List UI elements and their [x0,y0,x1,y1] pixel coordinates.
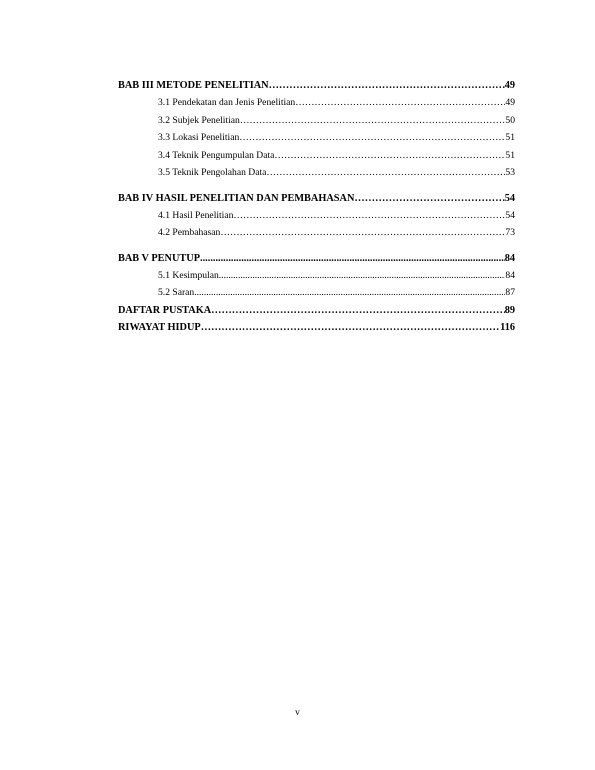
dot-leader [240,115,506,126]
dot-leader [200,253,505,264]
toc-entry-page: 54 [504,192,515,204]
toc-entry-title: RIWAYAT HIDUP [118,321,201,333]
toc-entry-4-1[interactable] [118,210,515,228]
dot-leader [201,322,500,333]
dot-leader [219,270,506,281]
toc-entry-page: 50 [505,114,515,126]
toc-entry-title: 3.1 Pendekatan dan Jenis Penelitian [158,97,296,108]
toc-entry-page: 51 [505,149,515,161]
toc-entry-3-4[interactable] [118,150,515,168]
section-spacer [118,185,515,193]
toc-entry-title: BAB V PENUTUP [118,252,201,264]
toc-entry-riwayat-hidup[interactable] [118,322,515,339]
toc-entry-title: 3.5 Teknik Pengolahan Data [158,167,267,178]
toc-entry-4-2[interactable] [118,227,515,245]
toc-entry-page: 87 [505,287,515,298]
toc-entry-page: 116 [500,321,515,333]
toc-entry-daftar-pustaka[interactable] [118,305,515,322]
toc-entry-title: BAB IV HASIL PENELITIAN DAN PEMBAHASAN [118,192,355,204]
toc-entry-page: 54 [505,209,515,221]
toc-entry-bab3[interactable] [118,80,515,97]
toc-entry-title: 4.1 Hasil Penelitian [158,209,234,221]
toc-entry-title: 3.3 Lokasi Penelitian [158,132,240,143]
dot-leader [233,210,505,221]
toc-entry-page: 49 [505,97,515,108]
toc-entry-title: DAFTAR PUSTAKA [118,304,212,316]
toc-entry-title: 3.4 Teknik Pengumpulan Data [158,149,275,161]
toc-entry-5-1[interactable] [118,270,515,288]
toc-entry-title: 5.2 Saran [158,287,195,298]
toc-entry-title: BAB III METODE PENELITIAN [118,80,269,91]
toc-entry-3-5[interactable] [118,167,515,185]
page-number: v [295,708,300,718]
dot-leader [274,150,505,161]
toc-entry-5-2[interactable] [118,287,515,305]
dot-leader [266,167,505,178]
toc-entry-page: 84 [505,269,515,281]
toc-entry-page: 49 [504,80,515,91]
toc-entry-title: 5.1 Kesimpulan [158,269,219,281]
toc-entry-page: 89 [504,304,515,316]
toc-entry-3-1[interactable] [118,97,515,115]
toc-entry-bab5[interactable] [118,253,515,270]
dot-leader [239,132,505,143]
dot-leader [269,80,505,91]
dot-leader [354,193,504,204]
dot-leader [211,305,505,316]
toc-entry-3-2[interactable] [118,115,515,133]
section-spacer [118,245,515,253]
toc-entry-title: 3.2 Subjek Penelitian [158,114,240,126]
table-of-contents [118,80,515,339]
dot-leader [220,227,505,238]
toc-entry-page: 51 [505,132,515,143]
dot-leader [194,287,505,298]
dot-leader [295,97,505,108]
toc-entry-page: 84 [504,252,515,264]
toc-entry-title: 4.2 Pembahasan [158,227,221,238]
toc-entry-3-3[interactable] [118,132,515,150]
toc-entry-page: 73 [505,227,515,238]
toc-entry-page: 53 [505,167,515,178]
toc-entry-bab4[interactable] [118,193,515,210]
